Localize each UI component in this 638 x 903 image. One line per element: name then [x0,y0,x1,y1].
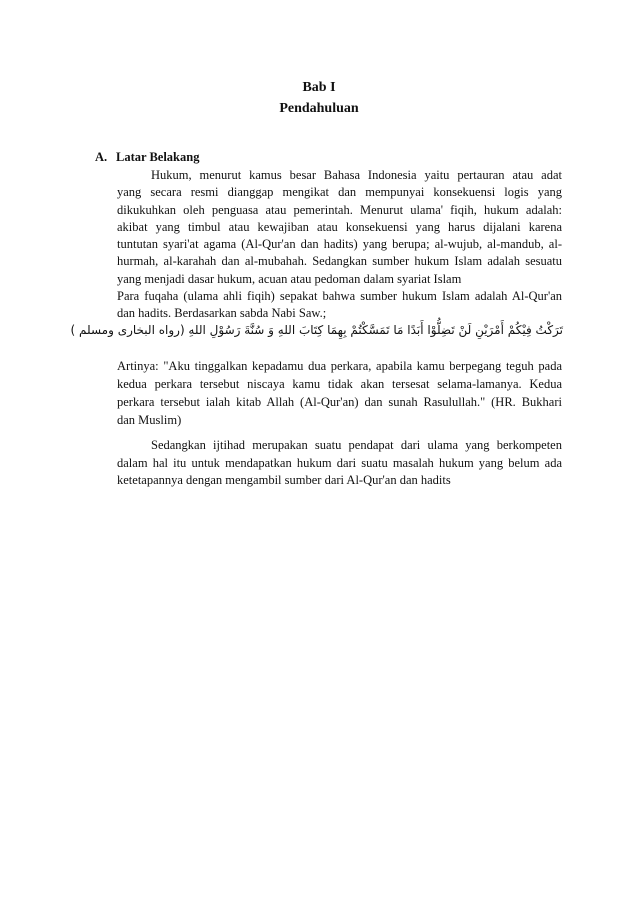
section-heading [95,150,199,165]
text-line: yang menjadi dasar hukum, acuan atau pedoman dalam syariat Islam [117,271,462,286]
text-line: dan Muslim) [117,413,182,427]
text-line: dan hadits. Berdasarkan sabda Nabi Saw.; [117,306,327,321]
text-line: perkara tersebut ialah kitab Allah (Al-Qur'an) dan sunah Rasulullah." (HR. Bukhari [117,395,562,409]
paragraph-ijtihad [117,437,562,490]
paragraph-sources [117,288,562,323]
text-line: ketetapannya dengan mengambil sumber dari Al-Qur'an dan hadits [117,473,451,487]
text-line: Hukum, menurut kamus besar Bahasa Indonesia yaitu pertauran atau adat [151,168,562,182]
text-line: Para fuqaha (ulama ahli fiqih) sepakat bahwa sumber hukum Islam adalah Al-Qur'an [117,289,562,303]
text-line: Sedangkan ijtihad merupakan suatu pendapat dari ulama yang berkompeten [151,438,562,452]
chapter-title: Pendahuluan [279,101,359,116]
text-line: hurmah, al-karahah dan al-mubahah. Sedangkan sumber hukum Islam adalah sesuatu [117,254,562,269]
arabic-hadith-quote: تَرَكْتُ فِيْكُمْ أَمْرَيْنِ لَنْ تَضِلُّوْا أَبَدًا مَا تَمَسَّكْتُمْ بِهِمَا كِتَابَ اللهِ وَ سُنَّةَ رَسُوْلِ اللهِ (رواه البخارى ومسلم ) [70,323,563,337]
paragraph-translation [117,357,562,429]
section-letter: A. [95,150,108,164]
text-line: akibat yang timbul atau kewajiban atau konsekuensi yang harus dijalani karena [117,219,562,234]
text-line: Artinya: "Aku tinggalkan kepadamu dua perkara, apabila kamu berpegang teguh pada [117,359,562,373]
text-line: tuntutan syari'at agama (Al-Qur'an dan hadits) yang berupa; al-wujub, al-mandub, al- [117,237,562,252]
chapter-label: Bab I [302,80,336,95]
text-line: kedua perkara tersebut niscaya kamu tidak akan tersesat selama-lamanya. Kedua [117,377,562,391]
section-title: Latar Belakang [116,150,200,164]
text-line: dikukuhkan oleh penguasa atau pemerintah. Menurut ulama' fiqih, hukum adalah: [117,202,562,217]
text-line: yang secara resmi dianggap mengikat dan mempunyai konsekuensi logis yang [117,185,562,200]
paragraph-definition [117,167,562,288]
text-line: dalam hal itu untuk mendapatkan hukum dari suatu masalah hukum yang belum ada [117,455,562,470]
